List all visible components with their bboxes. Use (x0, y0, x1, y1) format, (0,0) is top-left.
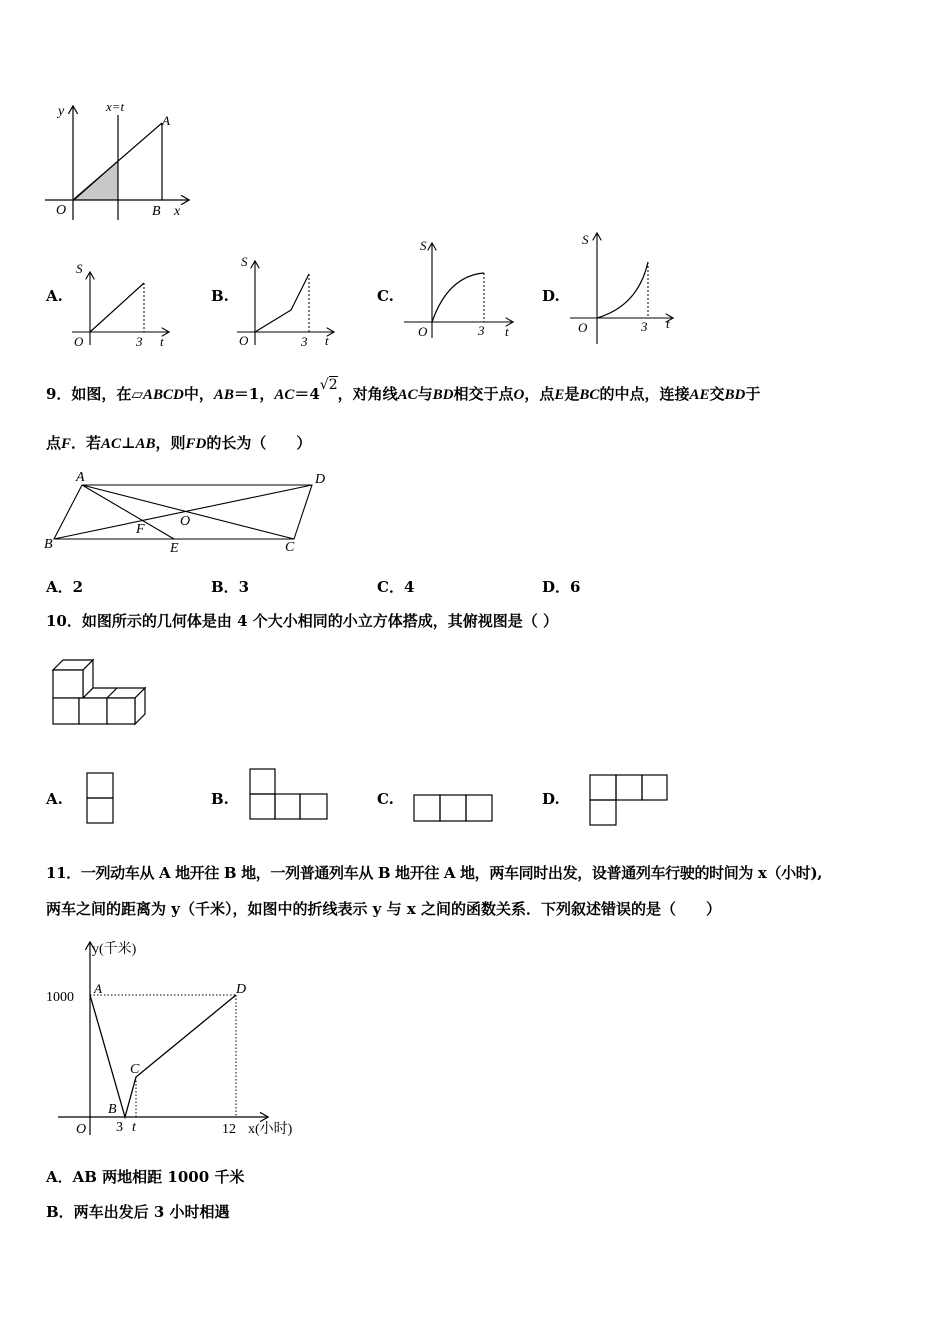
q8-option-c-letter[interactable]: C. (377, 287, 394, 305)
label-t: t (666, 316, 670, 331)
label-12: 12 (222, 1122, 236, 1137)
label-S: S (420, 238, 427, 253)
q11-option-b[interactable]: B．两车出发后 3 小时相遇 (46, 1203, 230, 1221)
label-x: x (174, 204, 181, 219)
q11-graph (42, 935, 312, 1145)
label-O: O (74, 334, 84, 349)
label-O: O (239, 333, 249, 348)
label-S: S (76, 261, 83, 276)
q10-cube-figure (48, 654, 153, 729)
label-A: A (76, 470, 85, 485)
label-E: E (170, 541, 179, 556)
q10-question: 10．如图所示的几何体是由 4 个大小相同的小立方体搭成，其俯视图是（ ） (46, 612, 558, 630)
label-t: t (325, 333, 329, 348)
q10-option-d-view[interactable] (588, 773, 672, 829)
label-O: O (56, 203, 67, 218)
graph-curve (597, 262, 648, 318)
label-3: 3 (478, 323, 485, 338)
q10-option-d-letter[interactable]: D. (542, 790, 560, 808)
segment-AE (82, 485, 174, 539)
q8-option-d-letter[interactable]: D. (542, 287, 560, 305)
label-3: 3 (641, 319, 648, 334)
label-y: y (58, 104, 65, 119)
q8-main-figure (40, 95, 200, 225)
label-x: x(小时) (248, 1122, 293, 1137)
q8-option-d-graph[interactable] (568, 228, 680, 348)
label-B: B (108, 1102, 117, 1117)
label-S: S (582, 232, 589, 247)
label-y: y(千米) (92, 942, 137, 957)
q8-option-a-graph[interactable] (68, 255, 178, 350)
label-C: C (285, 540, 295, 555)
graph-curve (432, 273, 484, 322)
label-D: D (315, 472, 326, 487)
label-O: O (578, 320, 588, 335)
label-C: C (130, 1062, 140, 1077)
label-t: t (160, 334, 164, 349)
diagonal-AC (82, 485, 294, 539)
label-3: 3 (116, 1120, 123, 1135)
label-S: S (241, 254, 248, 269)
q9-option-b[interactable]: B．3 (211, 578, 250, 596)
q11-option-a[interactable]: A．AB 两地相距 1000 千米 (46, 1168, 245, 1186)
graph-line (255, 274, 309, 332)
q11-line2: 两车之间的距离为 y（千米），如图中的折线表示 y 与 x 之间的函数关系．下列叙述错误的是（ ） (46, 900, 721, 918)
graph-line (90, 283, 144, 332)
label-O: O (418, 324, 428, 339)
label-A: A (94, 981, 102, 996)
label-t: t (505, 324, 509, 339)
label-1000: 1000 (46, 990, 74, 1005)
label-O: O (76, 1122, 87, 1137)
label-3: 3 (301, 334, 308, 349)
q9-parallelogram-figure (40, 465, 340, 557)
q10-option-a-view[interactable] (86, 771, 116, 827)
q8-option-a-letter[interactable]: A. (46, 287, 63, 305)
q10-option-a-letter[interactable]: A. (46, 790, 63, 808)
q9-option-d[interactable]: D．6 (542, 578, 581, 596)
q10-option-c-view[interactable] (412, 793, 496, 825)
q9-line1: 9．如图，在▱ABCD中，AB＝1，AC＝4√2，对角线AC与BD相交于点O，点E是BC的中点，连接AE交BD于 (46, 377, 761, 403)
label-B: B (152, 204, 161, 219)
q10-option-c-letter[interactable]: C. (377, 790, 394, 808)
q8-option-c-graph[interactable] (402, 236, 520, 344)
q8-option-b-graph[interactable] (233, 252, 343, 350)
label-3: 3 (136, 334, 143, 349)
label-F: F (136, 522, 145, 537)
label-xt: x=t (106, 99, 125, 114)
q9-line2: 点F．若AC⊥AB，则FD的长为（ ） (46, 434, 312, 452)
label-A: A (162, 113, 170, 128)
q10-option-b-letter[interactable]: B. (211, 790, 229, 808)
q10-option-b-view[interactable] (248, 767, 332, 823)
label-B: B (44, 537, 53, 552)
q9-option-c[interactable]: C．4 (377, 578, 415, 596)
label-D: D (236, 982, 247, 997)
sqrt-symbol: √2 (319, 377, 338, 393)
q8-option-b-letter[interactable]: B. (211, 287, 229, 305)
label-t: t (132, 1120, 136, 1135)
q11-line1: 11．一列动车从 A 地开往 B 地，一列普通列车从 B 地开往 A 地，两车同时出发，设普通列车行驶的时间为 x（小时), (46, 864, 823, 882)
diagonal-BD (54, 485, 312, 539)
q9-option-a[interactable]: A．2 (46, 578, 84, 596)
label-O: O (180, 514, 191, 529)
polyline-ABCD (90, 995, 236, 1117)
